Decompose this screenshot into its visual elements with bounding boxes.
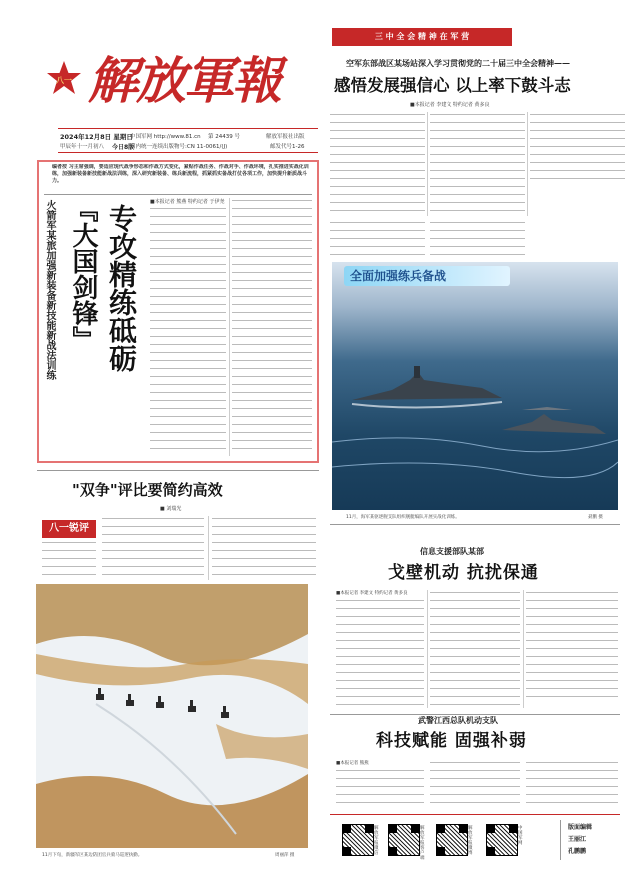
qr-label-wechat: 解放军报微信 [374, 826, 379, 856]
qr-code-wechat[interactable] [342, 824, 374, 856]
patrol-photo-credit: 周丽萍 摄 [275, 853, 295, 858]
commentary-title[interactable]: "双争"评比要简约高效 [72, 481, 223, 499]
qr-label-chinamil: 中国军网 [518, 826, 523, 846]
qr-code-chinamil[interactable] [486, 824, 518, 856]
issue-date: 2024年12月8日 星期日 [60, 133, 133, 141]
drill-banner: 全面加强练兵备战 [344, 266, 510, 286]
main-title-col-2: 『大国剑锋』 [68, 196, 98, 352]
lead-byline: ■本报记者 李建文 特约记者 黄多良 [410, 102, 490, 108]
postal-code: 邮发代号1-26 [270, 144, 305, 150]
main-title-col-1: 专攻精练砥砺 [105, 204, 138, 372]
main-story-byline: ■本报记者 熊燕 特约记者 于伊尧 [150, 199, 225, 205]
main-story-subtitle: 火箭军某旅加强新装备新技能新战法训练 [44, 200, 55, 380]
main-story-title[interactable] [62, 196, 146, 458]
commentary-badge: 八一锐评 [42, 520, 96, 538]
qr-label-client: 解放军报客户端 [420, 826, 425, 861]
editor-name-2: 孔鹏鹏 [568, 848, 587, 855]
patrol-photo-caption: 11月下旬，新疆军区某边防团官兵骑马巡逻执勤。 [42, 853, 143, 858]
story2-byline: ■本报记者 李建文 特约记者 黄多良 [336, 591, 408, 596]
qr-code-client[interactable] [388, 824, 420, 856]
lunar-date: 甲辰年十一月初八 [60, 144, 105, 150]
story3-kicker: 武警江西总队机动支队 [418, 715, 498, 725]
editor-name-1: 王丽江 [568, 836, 587, 843]
website-link[interactable]: 中国军网 http://www.81.cn [130, 134, 201, 140]
story2-headline[interactable]: 戈壁机动 抗扰保通 [388, 563, 539, 583]
lead-kicker: 空军东部战区某场站深入学习贯彻党的二十届三中全会精神—— [346, 58, 570, 68]
story3-headline[interactable]: 科技赋能 固强补弱 [376, 731, 527, 751]
commentary-byline: ■ 刘瑞光 [160, 506, 182, 512]
fleet-photo [332, 262, 618, 510]
story2-kicker: 信息支援部队某部 [420, 546, 484, 556]
newspaper-title: 解放軍報 [88, 51, 280, 110]
fleet-photo-caption: 11月，海军某驱逐舰支队组织舰艇编队开展实战化训练。 [346, 515, 460, 520]
publisher: 解放军报社出版 [266, 134, 305, 140]
fleet-photo-credit: 聂鹏 摄 [588, 515, 603, 520]
cn-number: 国内统一连续出版物号:CN 11-0061/(J) [130, 144, 228, 150]
qr-code-weibo[interactable] [436, 824, 468, 856]
story3-byline: ■本报记者 熊燕 [336, 761, 369, 766]
page-count: 今日8版 [112, 144, 135, 151]
editor-label: 版面编辑 [568, 824, 593, 831]
svg-text:八一: 八一 [56, 76, 72, 85]
qr-label-weibo: 解放军报微博 [468, 826, 473, 856]
main-story-summary: 编者按 习主席强调，要适应现代战争形态和作战方式变化，紧贴作战任务、作战对手、作战环境，扎实推进实战化训练，加强新装备新技能新战法训练，深入研究新装备、练兵新流程，抓紧抓实备战打仗各项工作，加快提升新质战斗力。 [52, 164, 309, 184]
army-star-icon [46, 60, 82, 96]
issue-number: 第 24439 号 [208, 134, 240, 140]
lead-headline[interactable]: 感悟发展强信心 以上率下鼓斗志 [334, 76, 571, 95]
section-banner: 三 中 全 会 精 神 在 军 营 [332, 28, 512, 46]
patrol-photo [36, 584, 308, 848]
